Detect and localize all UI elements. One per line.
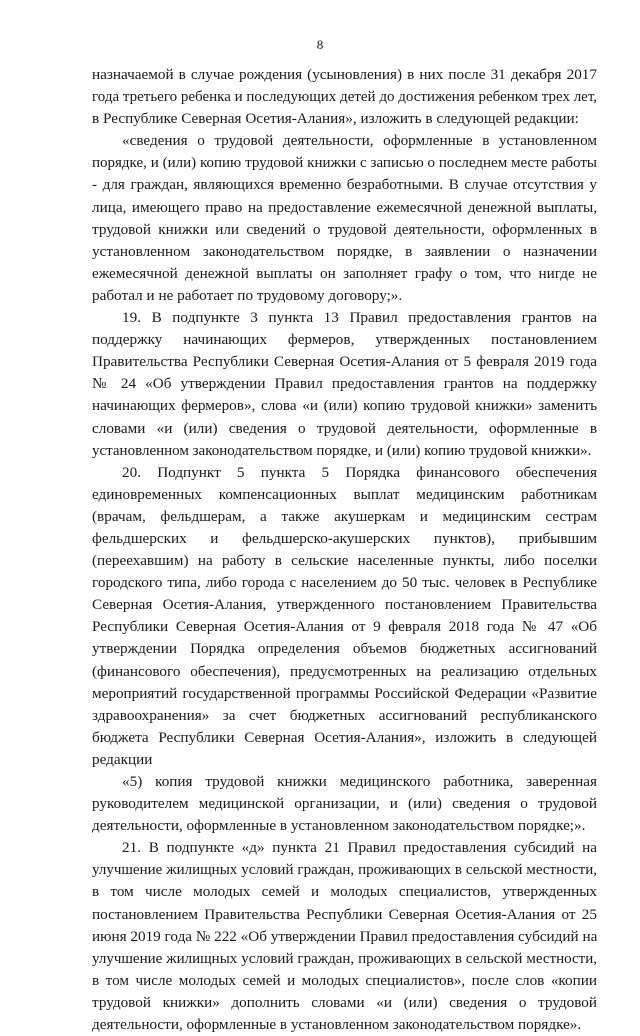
text-line: городского типа, либо города с населением до 50 тыс. человек в Республике [92, 574, 597, 592]
text-line: редакции [92, 750, 153, 768]
text-line: деятельности, оформленные в установленном законодательством порядке». [92, 1016, 582, 1034]
text-line: ежемесячной денежной выплаты он заполняет графу о том, что нигде не [92, 264, 597, 282]
text-line: поддержку начинающих фермеров, утвержденных постановлением [92, 331, 597, 349]
text-line: Северная Осетия-Алания, утвержденного постановлением Правительства [92, 596, 597, 614]
page-number: 8 [316, 37, 324, 52]
text-line: № 24 «Об утверждении Правил предоставления грантов на поддержку [92, 375, 597, 393]
text-line: постановлением Правительства Республики Северная Осетия-Алания от 25 [92, 905, 597, 923]
text-line: года третьего ребенка и последующих детей до достижения ребенком трех лет, [92, 89, 598, 106]
text-line: улучшение жилищных условий граждан, проживающих в сельской местности, [92, 950, 597, 967]
text-line: мероприятий государственной программы Российской Федерации «Развитие [92, 684, 597, 702]
text-line: (врачам, фельдшерам, а также акушеркам и медицинским сестрам [92, 507, 597, 525]
text-line: 20. Подпункт 5 пункта 5 Порядка финансового обеспечения [122, 463, 597, 481]
text-line: здравоохранения» за счет бюджетных ассигнований республиканского [92, 706, 597, 724]
text-line: руководителем медицинской организации, и (или) сведения о трудовой [92, 795, 597, 813]
text-line: бюджета Республики Северная Осетия-Алания», изложить в следующей [92, 728, 597, 746]
text-line: в том числе молодых семей и молодых специалистов», после слов «копии [92, 971, 597, 989]
text-line: фельдшерских и фельдшерско-акушерских пунктов), прибывшим [92, 529, 597, 547]
text-line: начинающих фермеров», слова «и (или) копию трудовой книжки» заменить [92, 397, 597, 415]
text-line: словами «и (или) сведения о трудовой деятельности, оформленные в [92, 419, 597, 437]
text-line: утверждении Порядка определения объемов бюджетных ассигнований [92, 640, 597, 658]
text-line: деятельности, оформленные в установленном законодательством порядке;». [92, 817, 586, 835]
text-line: улучшение жилищных условий граждан, проживающих в сельской местности, [92, 862, 597, 879]
text-line: лица, имеющего право на предоставление ежемесячной денежной выплаты, [92, 198, 597, 216]
text-line: (переехавшим) на работу в сельские населенные пункты, либо поселки [92, 552, 597, 570]
text-line: (финансового обеспечения), предусмотренных на реализацию отдельных [92, 662, 597, 680]
text-line: 19. В подпункте 3 пункта 13 Правил предоставления грантов на [122, 309, 597, 327]
document-body [92, 64, 597, 1036]
text-line: в Республике Северная Осетия-Алания», изложить в следующей редакции: [92, 110, 579, 128]
text-line: 21. В подпункте «д» пункта 21 Правил предоставления субсидий на [122, 839, 597, 857]
text-line: Правительства Республики Северная Осетия-Алания от 5 февраля 2019 года [92, 353, 597, 371]
text-line: в том числе молодых семей и молодых специалистов, утвержденных [92, 883, 597, 901]
text-line: - для граждан, являющихся временно безработными. В случае отсутствия у [92, 176, 597, 194]
text-line: Республики Северная Осетия-Алания от 9 февраля 2018 года № 47 «Об [92, 618, 597, 636]
text-line: «5) копия трудовой книжки медицинского работника, заверенная [122, 773, 597, 790]
text-line: единовременных компенсационных выплат медицинским работникам [92, 485, 597, 503]
text-line: установленном законодательством порядке, в заявлении о назначении [92, 242, 597, 260]
text-line: назначаемой в случае рождения (усыновления) в них после 31 декабря 2017 [92, 66, 597, 83]
text-line: июня 2019 года № 222 «Об утверждении Правил предоставления субсидий на [92, 927, 598, 945]
text-line: установленном законодательством порядке, и (или) копию трудовой книжки». [92, 442, 592, 459]
text-line: трудовой книжки или сведений о трудовой деятельности, оформленных в [92, 220, 597, 238]
text-line: трудовой книжки» дополнить словами «и (или) сведения о трудовой [92, 993, 597, 1011]
text-line: работал и не работает по трудовому договору;». [92, 286, 403, 304]
text-line: порядке, и (или) копию трудовой книжки с записью о последнем месте работы [92, 155, 597, 172]
text-line: «сведения о трудовой деятельности, оформленные в установленном [122, 132, 597, 150]
